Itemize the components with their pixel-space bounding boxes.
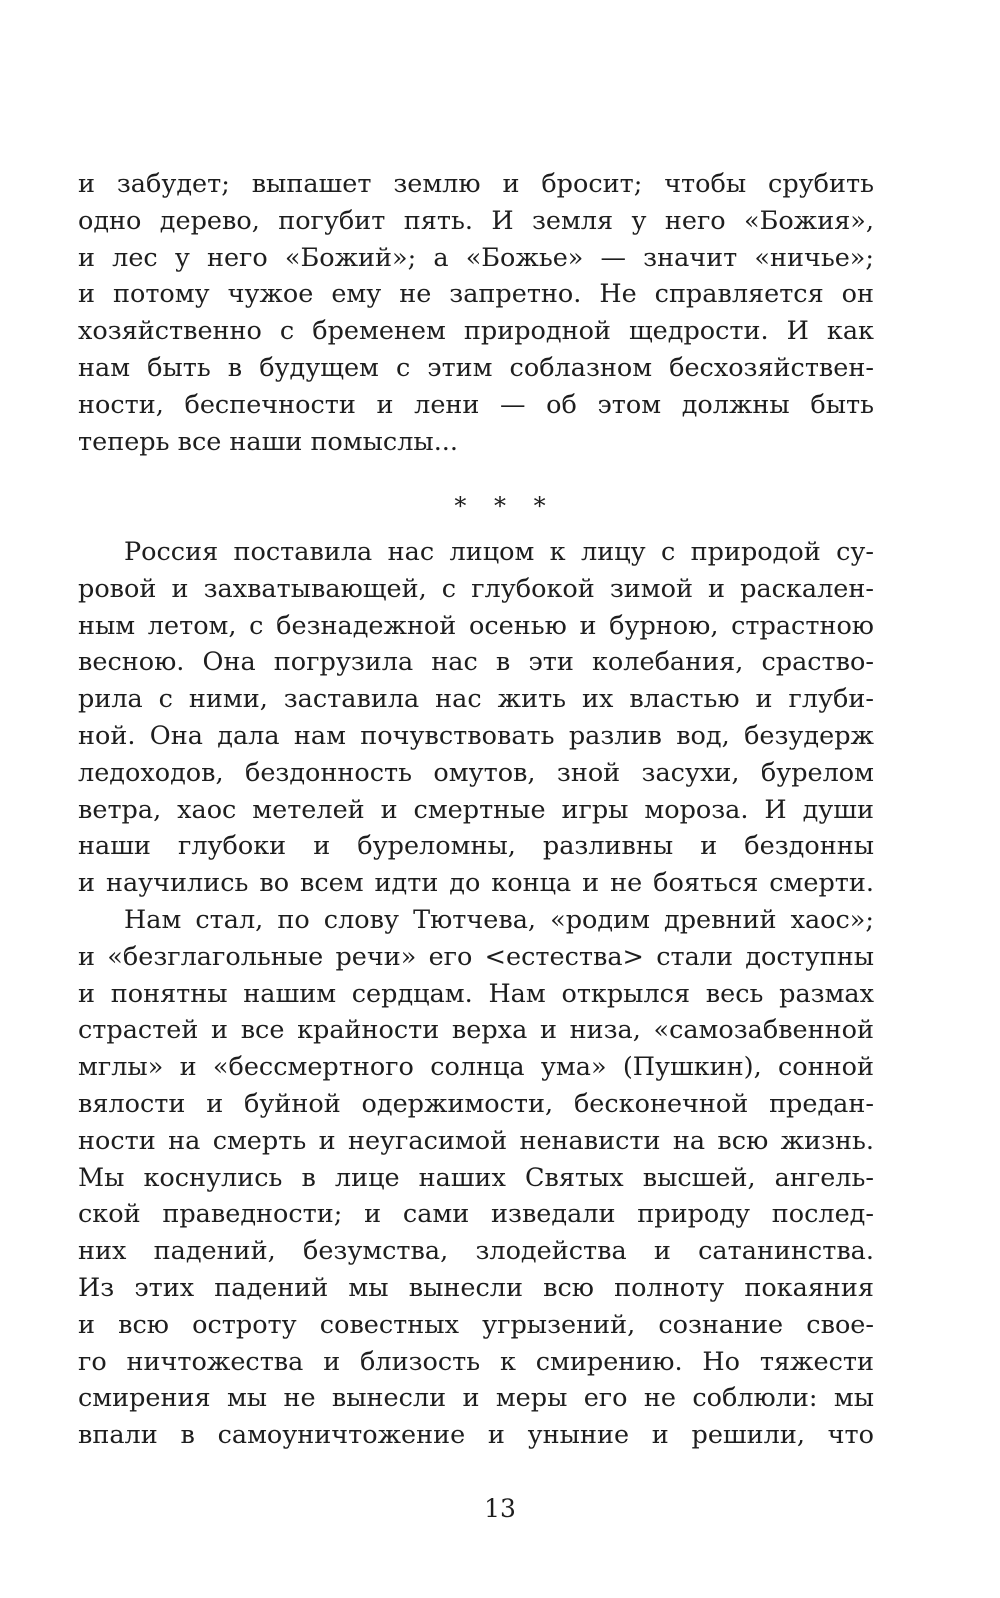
text-line: и научились во всем идти до конца и не бояться смерти. — [78, 868, 874, 899]
text-line: них падений, безумства, злодейства и сатанинства. — [78, 1236, 874, 1267]
text-line: и забудет; выпашет землю и бросит; чтобы срубить — [78, 169, 874, 199]
text-line: хозяйственно с бременем природной щедрости. И как — [78, 316, 874, 347]
text-line: впали в самоуничтожение и уныние и решили, что — [78, 1420, 874, 1451]
text-line: Нам стал, по слову Тютчева, «родим древний хаос»; — [124, 904, 874, 935]
text-line: страстей и все крайности верха и низа, «самозабвенной — [78, 1015, 874, 1046]
section-separator: * * * — [454, 492, 556, 520]
text-line: наши глубоки и буреломны, разливны и бездонны — [78, 831, 874, 862]
text-line: ледоходов, бездонность омутов, зной засухи, бурелом — [78, 757, 874, 788]
page-number: 13 — [484, 1494, 516, 1523]
text-line: нам быть в будущем с этим соблазном бесхозяйствен- — [78, 352, 874, 383]
text-line: ной. Она дала нам почувствовать разлив вод, безудерж — [78, 720, 874, 751]
text-line: теперь все наши помыслы... — [78, 426, 459, 457]
text-line: ской праведности; и сами изведали природу послед- — [78, 1199, 874, 1230]
text-line: ности на смерть и неугасимой ненависти на всю жизнь. — [78, 1125, 874, 1156]
paragraph-continuation — [78, 166, 874, 460]
text-line: ным летом, с безнадежной осенью и бурною, страстною — [78, 610, 874, 641]
text-line: и понятны нашим сердцам. Нам открылся весь размах — [78, 978, 874, 1009]
text-line: Из этих падений мы вынесли всю полноту покаяния — [78, 1272, 874, 1303]
text-line: Россия поставила нас лицом к лицу с природой су- — [124, 537, 874, 567]
text-line: го ничтожества и близость к смирению. Но тяжести — [78, 1346, 874, 1377]
text-line: и «безглагольные речи» его <естества> стали доступны — [78, 941, 874, 972]
text-line: и потому чужое ему не запретно. Не справляется он — [78, 279, 874, 310]
text-line: и лес у него «Божий»; а «Божье» — значит «ничье»; — [78, 242, 874, 273]
text-line: весною. Она погрузила нас в эти колебания, сраство- — [78, 647, 874, 678]
paragraph-russia-nature — [78, 534, 874, 1454]
text-line: мглы» и «бессмертного солнца ума» (Пушкин), сонной — [78, 1052, 874, 1083]
text-line: смирения мы не вынесли и меры его не соблюли: мы — [78, 1383, 874, 1414]
text-line: Мы коснулись в лице наших Святых высшей, ангель- — [78, 1162, 874, 1193]
text-line: и всю остроту совестных угрызений, сознание свое- — [78, 1309, 874, 1340]
text-line: вялости и буйной одержимости, бесконечной предан- — [78, 1088, 874, 1119]
text-line: ности, беспечности и лени — об этом должны быть — [78, 389, 874, 420]
text-line: ровой и захватывающей, с глубокой зимой и раскален- — [78, 573, 874, 604]
text-line: рила с ними, заставила нас жить их властью и глуби- — [78, 684, 874, 715]
text-line: ветра, хаос метелей и смертные игры мороза. И души — [78, 794, 874, 825]
text-line: одно дерево, погубит пять. И земля у него «Божия», — [78, 205, 874, 236]
